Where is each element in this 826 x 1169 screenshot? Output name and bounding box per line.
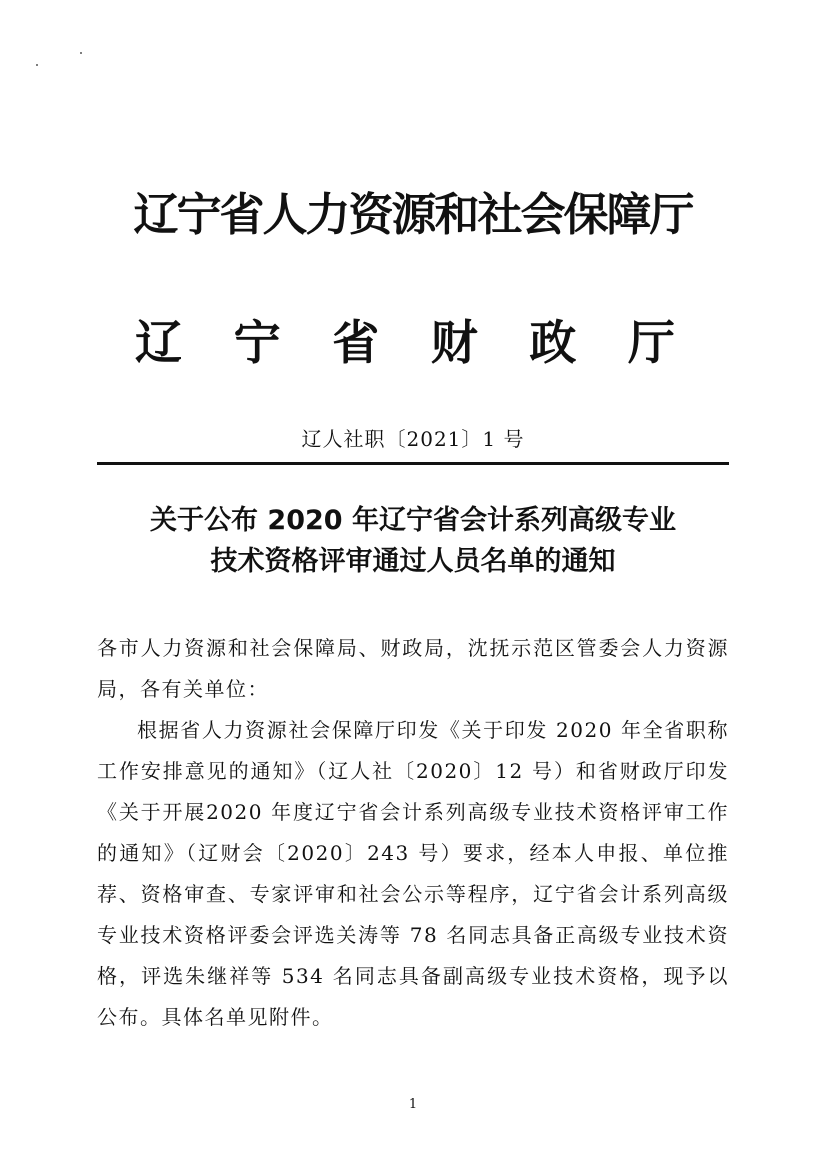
addressees: 各市人力资源和社会保障局、财政局，沈抚示范区管委会人力资源局，各有关单位： xyxy=(97,636,729,701)
issuer-title-finance-char: 厅 xyxy=(627,316,675,371)
scan-speck xyxy=(36,64,38,66)
header-divider xyxy=(97,462,729,465)
notice-subject-line-2: 技术资格评审通过人员名单的通知 xyxy=(210,546,616,577)
scan-speck xyxy=(80,52,82,54)
page-number: 1 xyxy=(408,1097,418,1112)
issuer-title-finance-char: 辽 xyxy=(135,316,182,371)
issuer-title-hr: 辽宁省人力资源和社会保障厅 xyxy=(133,188,693,241)
body-paragraph: 根据省人力资源社会保障厅印发《关于印发 2020 年全省职称工作安排意见的通知》（辽人社〔2020〕12 号）和省财政厅印发《关于开展2020 年度辽宁省会计系列高级专业技术资格评审工作的通知》（辽财会〔2020〕243 号）要求，经本人申报、单位推荐、资格审查、专家评审和社会公示等程序，辽宁省会计系列高级专业技术资格评委会评选关涛等 78 名同志具备正高级专业技术资格，评选朱继祥等 534 名同志具备副高级专业技术资格，现予以公布。具体名单见附件。 xyxy=(97,718,729,1029)
notice-body xyxy=(97,628,729,1038)
issuer-title-finance-char: 财 xyxy=(430,316,478,371)
notice-subject-line-1: 关于公布 2020 年辽宁省会计系列高级专业 xyxy=(150,505,676,536)
issuer-title-finance xyxy=(135,307,675,381)
issuer-title-finance-char: 宁 xyxy=(233,316,281,371)
issuer-title-finance-char: 政 xyxy=(529,316,577,371)
notice-subject xyxy=(0,500,826,582)
issuer-title-finance-char: 省 xyxy=(332,316,380,371)
document-number: 辽人社职〔2021〕1 号 xyxy=(301,427,525,451)
